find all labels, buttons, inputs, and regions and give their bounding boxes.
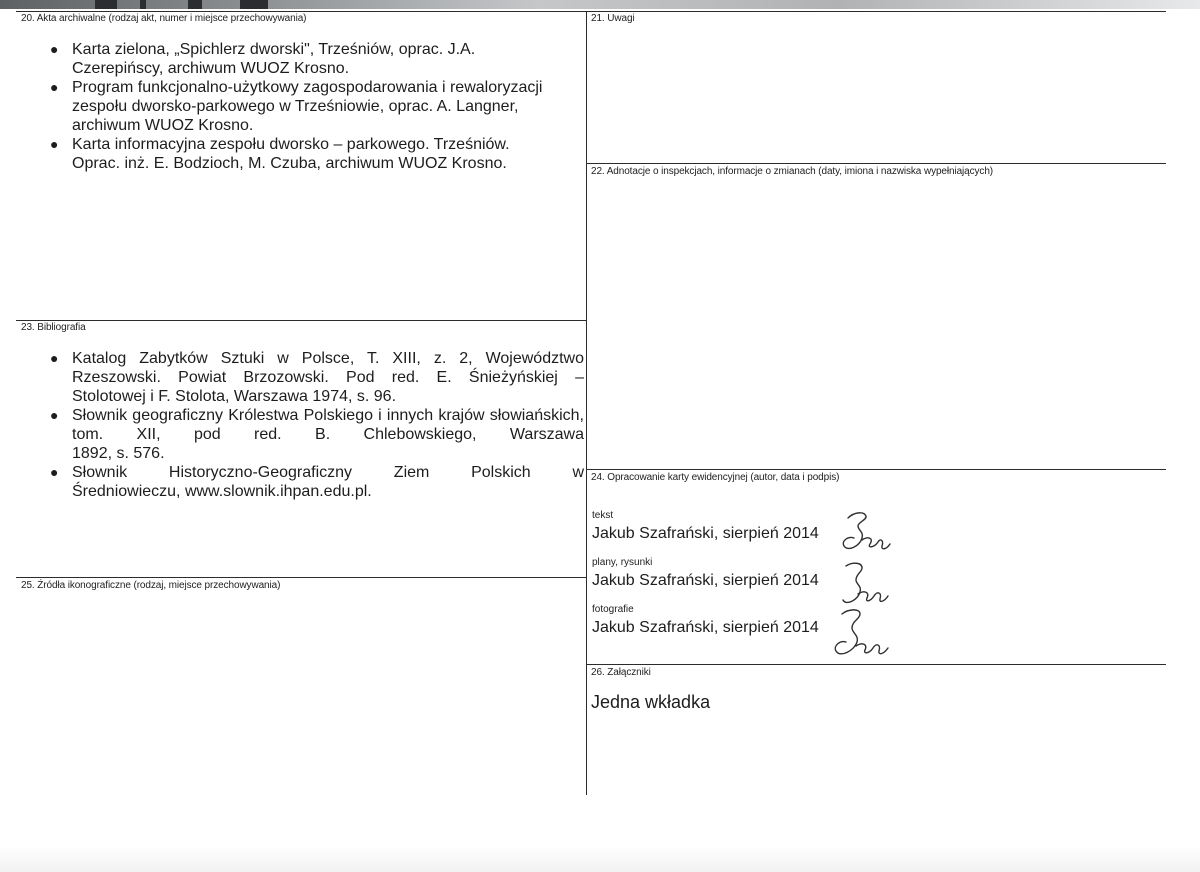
section-24-label: 24. Opracowanie karty ewidencyjnej (autor, data i podpis) [591, 472, 840, 483]
section-20-label: 20. Akta archiwalne (rodzaj akt, numer i miejsce przechowywania) [21, 13, 307, 24]
bullet-icon: ● [50, 350, 59, 366]
bullet-icon: ● [50, 464, 59, 480]
entry-text-author: Jakub Szafrański, sierpień 2014 [592, 525, 819, 542]
list-item: ● Słownik geograficzny Królestwa Polskiego i innych krajów słowiańskich, tom. XII, pod red. B. Chlebowskiego, Warszawa 1892, s. 576. [50, 407, 584, 462]
section-22-label: 22. Adnotacje o inspekcjach, informacje o zmianach (daty, imiona i nazwiska wypełniających) [591, 166, 994, 177]
section-20-list [18, 40, 586, 173]
section-26-label: 26. Załączniki [591, 667, 651, 678]
bullet-icon: ● [50, 136, 59, 152]
top-rule [16, 11, 1166, 12]
signature-1 [840, 508, 900, 560]
entry-photos-author: Jakub Szafrański, sierpień 2014 [592, 619, 819, 636]
rule-21-22 [586, 163, 1166, 164]
scan-bottom-shade [0, 846, 1200, 872]
entry-photos-label: fotografie [592, 604, 634, 615]
scan-edge [0, 0, 1200, 9]
rule-24-26 [586, 664, 1166, 665]
section-21-label: 21. Uwagi [591, 13, 635, 24]
list-item: ● Słownik Historyczno-Geograficzny Ziem Polskich w Średniowieczu, www.slownik.ihpan.edu.pl. [50, 464, 584, 500]
bullet-icon: ● [50, 79, 59, 95]
entry-plans-author: Jakub Szafrański, sierpień 2014 [592, 572, 819, 589]
bullet-icon: ● [50, 407, 59, 423]
attachments-value: Jedna wkładka [591, 692, 711, 712]
column-divider [586, 11, 587, 795]
rule-20-23 [16, 320, 586, 321]
signature-2 [840, 560, 900, 612]
section-25-label: 25. Źródła ikonograficzne (rodzaj, miejsce przechowywania) [21, 580, 281, 591]
list-item: ● Program funkcjonalno-użytkowy zagospodarowania i rewaloryzacji zespołu dworsko-parkowego w Trześniowie, oprac. A. Langner, archiwum WUOZ Krosno. [50, 79, 543, 134]
section-23-list [18, 349, 584, 501]
bullet-icon: ● [50, 41, 59, 57]
list-item: ● Katalog Zabytków Sztuki w Polsce, T. XIII, z. 2, Województwo Rzeszowski. Powiat Brzozowski. Pod red. E. Śnieżyńskiej – Stolotowej i F. Stolota, Warszawa 1974, s. 96. [50, 350, 584, 405]
list-item: ● Karta zielona, „Spichlerz dworski", Trześniów, oprac. J.A. Czerepińscy, archiwum WUOZ Krosno. [50, 41, 476, 77]
section-23-label: 23. Bibliografia [21, 322, 86, 333]
entry-plans-label: plany, rysunki [592, 557, 653, 568]
rule-22-24 [586, 469, 1166, 470]
rule-23-25 [16, 577, 586, 578]
list-item: ● Karta informacyjna zespołu dworsko – parkowego. Trześniów. Oprac. inż. E. Bodzioch, M. Czuba, archiwum WUOZ Krosno. [50, 136, 510, 172]
signature-3 [832, 606, 898, 664]
entry-text-label: tekst [592, 510, 614, 521]
